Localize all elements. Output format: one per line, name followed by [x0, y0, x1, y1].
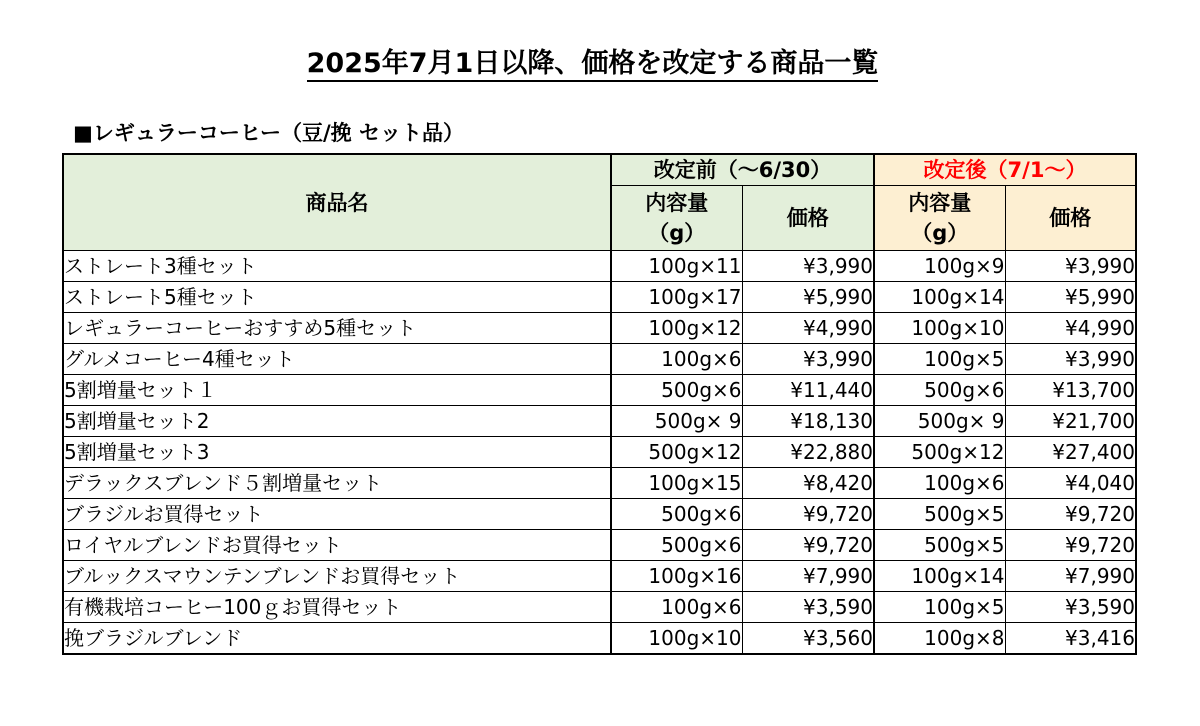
before-price: ¥7,990 [742, 561, 874, 592]
before-price: ¥3,990 [742, 344, 874, 375]
before-price: ¥18,130 [742, 406, 874, 437]
before-price-header: 価格 [742, 186, 874, 251]
after-capacity: 100g×14 [874, 282, 1005, 313]
after-price: ¥3,590 [1005, 592, 1136, 623]
before-capacity: 100g×11 [611, 251, 742, 282]
product-name: 5割増量セット3 [63, 437, 611, 468]
table-row [63, 282, 1136, 313]
after-price: ¥13,700 [1005, 375, 1136, 406]
before-capacity: 100g×12 [611, 313, 742, 344]
table-row [63, 499, 1136, 530]
before-capacity: 100g×6 [611, 344, 742, 375]
product-name: グルメコーヒー4種セット [63, 344, 611, 375]
product-name: ブラジルお買得セット [63, 499, 611, 530]
table-row [63, 406, 1136, 437]
after-capacity: 100g×6 [874, 468, 1005, 499]
before-price: ¥9,720 [742, 530, 874, 561]
before-capacity: 500g×6 [611, 375, 742, 406]
before-capacity-label: 内容量 [645, 191, 709, 215]
before-price: ¥3,590 [742, 592, 874, 623]
before-capacity-unit: （g） [648, 221, 706, 245]
before-capacity: 100g×10 [611, 623, 742, 655]
before-capacity: 500g× 9 [611, 406, 742, 437]
table-row [63, 251, 1136, 282]
after-price: ¥9,720 [1005, 530, 1136, 561]
product-name: ロイヤルブレンドお買得セット [63, 530, 611, 561]
price-revision-table [62, 153, 1137, 655]
page-title-text: 2025年7月1日以降、価格を改定する商品一覧 [307, 48, 879, 82]
after-capacity-label: 内容量 [908, 191, 972, 215]
after-capacity: 100g×14 [874, 561, 1005, 592]
product-name: ストレート5種セット [63, 282, 611, 313]
product-name: ブルックスマウンテンブレンドお買得セット [63, 561, 611, 592]
table-row [63, 592, 1136, 623]
after-capacity: 500g×5 [874, 530, 1005, 561]
table-row [63, 344, 1136, 375]
after-capacity: 500g×6 [874, 375, 1005, 406]
after-capacity: 100g×9 [874, 251, 1005, 282]
after-price: ¥5,990 [1005, 282, 1136, 313]
product-name: レギュラーコーヒーおすすめ5種セット [63, 313, 611, 344]
after-capacity: 500g× 9 [874, 406, 1005, 437]
after-capacity-unit: （g） [911, 221, 969, 245]
after-capacity: 100g×5 [874, 592, 1005, 623]
table-row [63, 313, 1136, 344]
after-price: ¥27,400 [1005, 437, 1136, 468]
before-price: ¥3,990 [742, 251, 874, 282]
before-capacity: 500g×6 [611, 499, 742, 530]
after-price: ¥4,990 [1005, 313, 1136, 344]
before-capacity: 500g×6 [611, 530, 742, 561]
after-price: ¥3,990 [1005, 344, 1136, 375]
after-capacity: 500g×12 [874, 437, 1005, 468]
before-revision-header: 改定前（～6/30） [611, 154, 874, 186]
product-name: ストレート3種セット [63, 251, 611, 282]
after-capacity: 500g×5 [874, 499, 1005, 530]
before-price: ¥8,420 [742, 468, 874, 499]
product-name: 5割増量セット１ [63, 375, 611, 406]
before-price: ¥22,880 [742, 437, 874, 468]
after-revision-header: 改定後（7/1～） [874, 154, 1136, 186]
after-capacity: 100g×8 [874, 623, 1005, 655]
product-name: デラックスブレンド５割増量セット [63, 468, 611, 499]
table-row [63, 561, 1136, 592]
section-heading: ■レギュラーコーヒー（豆/挽 セット品） [73, 121, 464, 145]
after-price-header: 価格 [1005, 186, 1136, 251]
product-name-header: 商品名 [63, 154, 611, 251]
before-price: ¥4,990 [742, 313, 874, 344]
after-capacity-header [874, 186, 1005, 251]
before-price: ¥5,990 [742, 282, 874, 313]
after-capacity: 100g×10 [874, 313, 1005, 344]
page-title [0, 44, 1185, 84]
table-row [63, 375, 1136, 406]
before-capacity: 100g×16 [611, 561, 742, 592]
after-capacity: 100g×5 [874, 344, 1005, 375]
before-capacity: 500g×12 [611, 437, 742, 468]
before-price: ¥3,560 [742, 623, 874, 655]
table-row [63, 530, 1136, 561]
before-capacity: 100g×15 [611, 468, 742, 499]
before-capacity: 100g×6 [611, 592, 742, 623]
before-capacity-header [611, 186, 742, 251]
table-row [63, 468, 1136, 499]
after-price: ¥3,416 [1005, 623, 1136, 655]
table-row [63, 623, 1136, 655]
before-capacity: 100g×17 [611, 282, 742, 313]
after-price: ¥4,040 [1005, 468, 1136, 499]
before-price: ¥9,720 [742, 499, 874, 530]
table-row [63, 437, 1136, 468]
after-price: ¥9,720 [1005, 499, 1136, 530]
after-price: ¥21,700 [1005, 406, 1136, 437]
after-price: ¥3,990 [1005, 251, 1136, 282]
before-price: ¥11,440 [742, 375, 874, 406]
after-price: ¥7,990 [1005, 561, 1136, 592]
product-name: 5割増量セット2 [63, 406, 611, 437]
product-name: 挽ブラジルブレンド [63, 623, 611, 655]
product-name: 有機栽培コーヒー100ｇお買得セット [63, 592, 611, 623]
